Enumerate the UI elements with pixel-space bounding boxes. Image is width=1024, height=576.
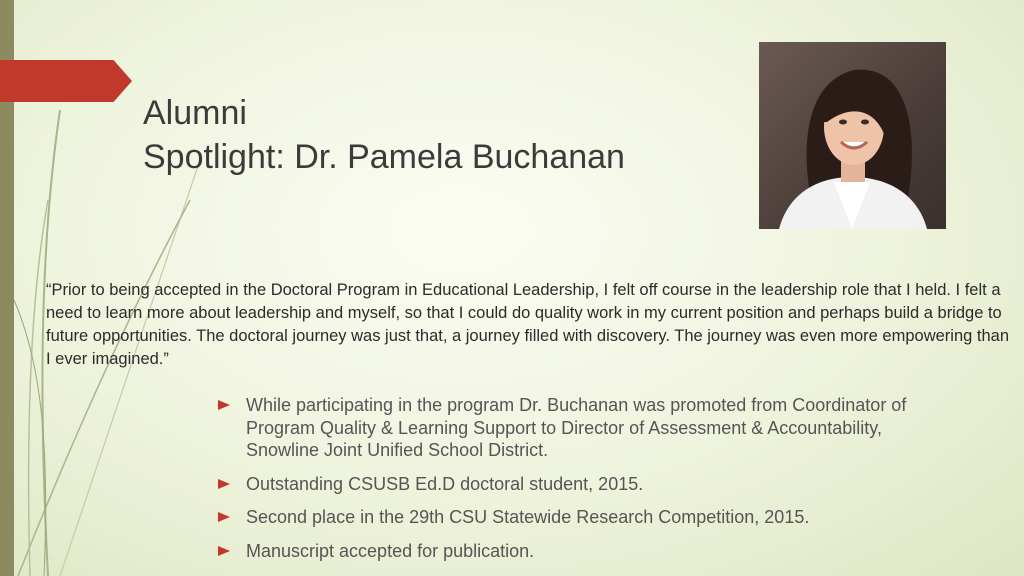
slide-title xyxy=(143,91,743,179)
list-item xyxy=(216,506,916,529)
quote-text: “Prior to being accepted in the Doctoral Program in Educational Leadership, I felt off course in the leadership role that I held. I felt a need to learn more about leadership and myself, so that I could do quality work in my current position and perhaps build a bridge to future opportunities. The doctoral journey was just that, a journey filled with discovery. The journey was even more empowering than I ever imagined.” xyxy=(46,280,1010,368)
achievement-list xyxy=(216,394,916,573)
portrait-photo xyxy=(759,42,946,229)
arrowhead-bullet-icon xyxy=(218,400,230,410)
list-item xyxy=(216,540,916,563)
list-item-text: While participating in the program Dr. Buchanan was promoted from Coordinator of Program Quality & Learning Support to Director of Assessment & Accountability, Snowline Joint Unified School District. xyxy=(246,395,907,460)
title-line-1: Alumni xyxy=(143,93,247,132)
list-item xyxy=(216,394,916,462)
list-item-text: Second place in the 29th CSU Statewide Research Competition, 2015. xyxy=(246,507,810,527)
arrowhead-bullet-icon xyxy=(218,512,230,522)
title-line-2: Spotlight: Dr. Pamela Buchanan xyxy=(143,137,625,176)
title-accent-arrow xyxy=(0,60,132,102)
list-item xyxy=(216,473,916,496)
list-item-text: Manuscript accepted for publication. xyxy=(246,540,535,561)
arrowhead-bullet-icon xyxy=(218,546,230,556)
arrowhead-bullet-icon xyxy=(218,479,230,489)
list-item-text: Outstanding CSUSB Ed.D doctoral student, 2015. xyxy=(246,473,644,494)
